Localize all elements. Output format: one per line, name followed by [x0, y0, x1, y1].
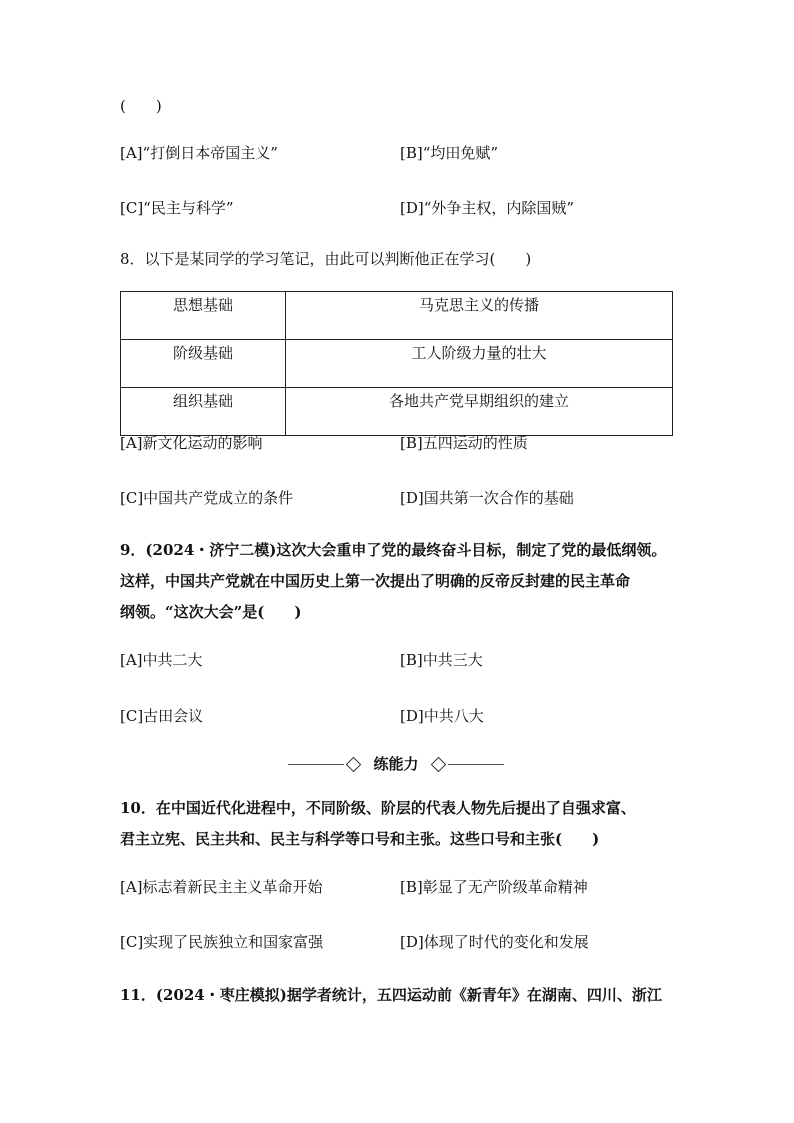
table-row	[121, 292, 673, 340]
q9-option-b: [B]中共三大	[400, 651, 483, 669]
q7-option-c: [C]“民主与科学”	[120, 199, 234, 217]
q10-option-d: [D]体现了时代的变化和发展	[400, 933, 589, 951]
q7-option-b: [B]“均田免赋”	[400, 144, 499, 162]
q9-stem-line-1: 9．(2024・济宁二模)这次大会重申了党的最终奋斗目标，制定了党的最低纲领。	[120, 541, 667, 559]
q9-stem-line-2: 这样，中国共产党就在中国历史上第一次提出了明确的反帝反封建的民主革命	[120, 572, 631, 590]
q8-stem	[120, 249, 531, 269]
table-row	[121, 340, 673, 388]
q9-option-a: [A]中共二大	[120, 651, 203, 669]
q8-option-a: [A]新文化运动的影响	[120, 434, 263, 452]
table-cell-value: 马克思主义的传播	[286, 292, 673, 340]
q9-stem-line-3: 纲领。“这次大会”是( )	[120, 603, 302, 621]
q9-option-d: [D]中共八大	[400, 707, 484, 725]
q7-option-a: [A]“打倒日本帝国主义”	[120, 144, 278, 162]
q9-option-c: [C]古田会议	[120, 707, 204, 725]
q8-option-b: [B]五四运动的性质	[400, 434, 528, 452]
q10-stem-line-1: 10．在中国近代化进程中，不同阶级、阶层的代表人物先后提出了自强求富、	[120, 799, 636, 817]
q7-option-d: [D]“外争主权，内除国贼”	[400, 199, 575, 217]
table-cell-value: 工人阶级力量的壮大	[286, 340, 673, 388]
q10-option-c: [C]实现了民族独立和国家富强	[120, 933, 324, 951]
table-cell-key: 组织基础	[121, 388, 286, 436]
table-row	[121, 388, 673, 436]
q8-option-c: [C]中国共产党成立的条件	[120, 489, 294, 507]
q10-stem-line-2: 君主立宪、民主共和、民主与科学等口号和主张。这些口号和主张( )	[120, 830, 600, 848]
study-notes-table	[120, 291, 673, 436]
q10-option-b: [B]彰显了无产阶级革命精神	[400, 878, 588, 896]
table-cell-key: 思想基础	[121, 292, 286, 340]
table-cell-key: 阶级基础	[121, 340, 286, 388]
q11-stem-line-1: 11．(2024・枣庄模拟)据学者统计，五四运动前《新青年》在湖南、四川、浙江	[120, 986, 662, 1004]
divider-rule-right	[448, 764, 504, 765]
section-divider	[288, 754, 504, 774]
section-title: 练能力	[373, 755, 419, 773]
q10-option-a: [A]标志着新民主主义革命开始	[120, 878, 323, 896]
q8-option-d: [D]国共第一次合作的基础	[400, 489, 574, 507]
table-cell-value: 各地共产党早期组织的建立	[286, 388, 673, 436]
q8-stem-text: 8．以下是某同学的学习笔记，由此可以判断他正在学习( )	[120, 250, 532, 268]
q7-stem-tail: ( )	[120, 97, 162, 115]
